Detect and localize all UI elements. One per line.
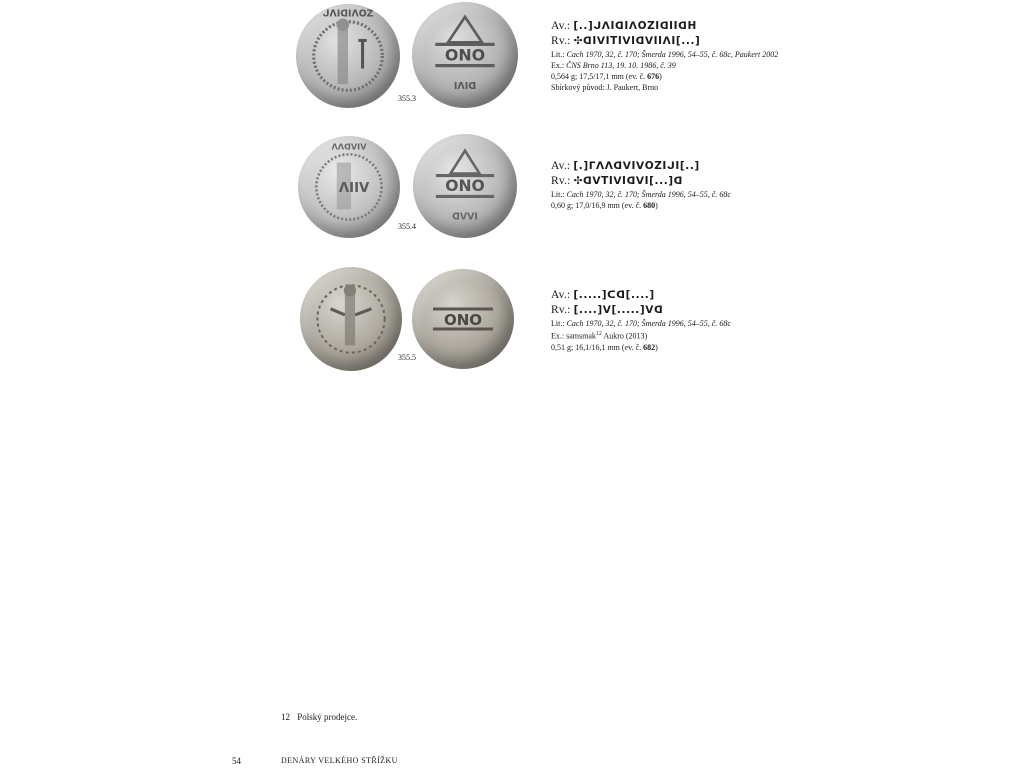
ev-number: 680: [643, 201, 656, 210]
weight-line: 0,564 g; 17,5/17,1 mm (ev. č. 676): [551, 72, 662, 81]
coin-reverse-image: [412, 2, 518, 108]
obverse-label: Av.:: [551, 289, 571, 301]
literature-label: Lit.:: [551, 319, 565, 328]
coin-obverse-relief: [296, 4, 400, 108]
coin-reverse-relief: [413, 134, 517, 238]
literature-text: Cach 1970, 32, č. 170; Šmerda 1996, 54–55, č. 68c: [566, 190, 731, 199]
catalog-entry-355-4: [0, 132, 1024, 262]
reverse-legend: ✣ᗡIᐯITIᐯIᗡᐯIIᐱI[...]: [573, 35, 701, 47]
ex-line: [551, 60, 851, 71]
page-number: 54: [232, 756, 241, 766]
coin-reverse-text: ONO: [445, 177, 485, 196]
obverse-legend: [.....]ᑕᗡ[....]: [573, 289, 655, 301]
reverse-legend-line: [551, 174, 851, 189]
coin-reverse-image: [412, 269, 514, 369]
svg-text:ᐱIIV: ᐱIIV: [338, 181, 370, 197]
ex-label: Ex.:: [551, 61, 565, 70]
obverse-legend-line: [551, 19, 851, 34]
reverse-label: Rv.:: [551, 35, 571, 47]
svg-text:ᐱᐱᗡᐯIᐯ: ᐱᐱᗡᐯIᐯ: [331, 141, 367, 152]
coin-obverse-relief: [300, 267, 402, 371]
literature-text: Cach 1970, 32, č. 170; Šmerda 1996, 54–55, č. 68c: [566, 319, 731, 328]
weight-text: 0,60 g; 17,0/16,9 mm (ev. č.: [551, 201, 644, 210]
obverse-label: Av.:: [551, 20, 571, 32]
footnote-ref[interactable]: 12: [595, 331, 602, 337]
obverse-legend-line: [551, 288, 851, 303]
catalog-entry-355-3: [0, 0, 1024, 130]
weight-text: 0,51 g; 16,1/16,1 mm (ev. č.: [551, 342, 644, 352]
literature-line: [551, 318, 851, 329]
literature-line: [551, 189, 851, 200]
footnote: [281, 712, 357, 722]
coin-obverse-image: [298, 136, 400, 238]
footnote-text: Polský prodejce.: [297, 712, 358, 722]
reverse-label: Rv.:: [551, 304, 571, 316]
coin-reverse-text: ONO: [443, 311, 483, 329]
ex-text: samsmak: [566, 331, 596, 341]
literature-line: [551, 49, 851, 60]
coin-obverse-relief: [298, 136, 400, 238]
entry-description: [551, 288, 851, 353]
entry-description: [551, 19, 851, 93]
reverse-legend-line: [551, 34, 851, 49]
reverse-legend: ✣ᗡᐯTIᐯIᗡᐯI[...]ᗡ: [573, 175, 683, 187]
obverse-legend: [.]ᒥᐱᐱᗡᐯIᐯOZIᒍI[..]: [573, 160, 700, 172]
obverse-legend: [..]ᒍᐱIᗡIᐱOZIᗡIIᗡH: [573, 20, 697, 32]
obverse-label: Av.:: [551, 160, 571, 172]
weight-line: 0,51 g; 16,1/16,1 mm (ev. č. 682): [551, 342, 658, 352]
coin-reverse-image: [413, 134, 517, 238]
svg-text:ᗡᐯᐯI: ᗡᐯᐯI: [452, 211, 478, 223]
catalog-number: 355.3: [398, 94, 416, 103]
svg-text:IᐱIᗡ: IᐱIᗡ: [453, 80, 477, 92]
ev-number: 682: [643, 342, 656, 352]
reverse-legend: [....]ᐯ[.....]ᐯᗡ: [573, 304, 664, 316]
ex-label: Ex.:: [551, 331, 565, 341]
running-head: DENÁRY VELKÉHO STŘÍŽKU: [281, 756, 398, 765]
catalog-number: 355.4: [398, 222, 416, 231]
literature-label: Lit.:: [551, 50, 565, 59]
footnote-number: 12: [281, 712, 290, 722]
catalog-number: 355.5: [398, 353, 416, 362]
weight-text: 0,564 g; 17,5/17,1 mm (ev. č.: [551, 72, 648, 81]
ev-number: 676: [647, 72, 660, 81]
coin-obverse-image: [296, 4, 400, 108]
weight-line: 0,60 g; 17,0/16,9 mm (ev. č. 680): [551, 201, 658, 210]
ex-line: [551, 329, 851, 342]
entry-description: [551, 159, 851, 211]
ex-text-rest: Aukro (2013): [601, 331, 648, 341]
reverse-label: Rv.:: [551, 175, 571, 187]
coin-reverse-text: ONO: [444, 45, 486, 65]
svg-text:ᒍᐱIᗡIᐱOZ: ᒍᐱIᗡIᐱOZ: [322, 8, 374, 20]
coin-reverse-relief: [412, 2, 518, 108]
reverse-legend-line: [551, 303, 851, 318]
obverse-legend-line: [551, 159, 851, 174]
literature-text: Cach 1970, 32, č. 170; Šmerda 1996, 54–55, č. 68c, Paukert 2002: [566, 50, 779, 59]
ex-text: ČNS Brno 113, 19. 10. 1986, č. 39: [566, 61, 676, 70]
coin-obverse-image: [300, 267, 402, 371]
coin-reverse-relief: [412, 269, 514, 369]
catalog-entry-355-5: [0, 263, 1024, 393]
provenance-line: Sbírkový původ: J. Paukert, Brno: [551, 83, 659, 92]
literature-label: Lit.:: [551, 190, 565, 199]
